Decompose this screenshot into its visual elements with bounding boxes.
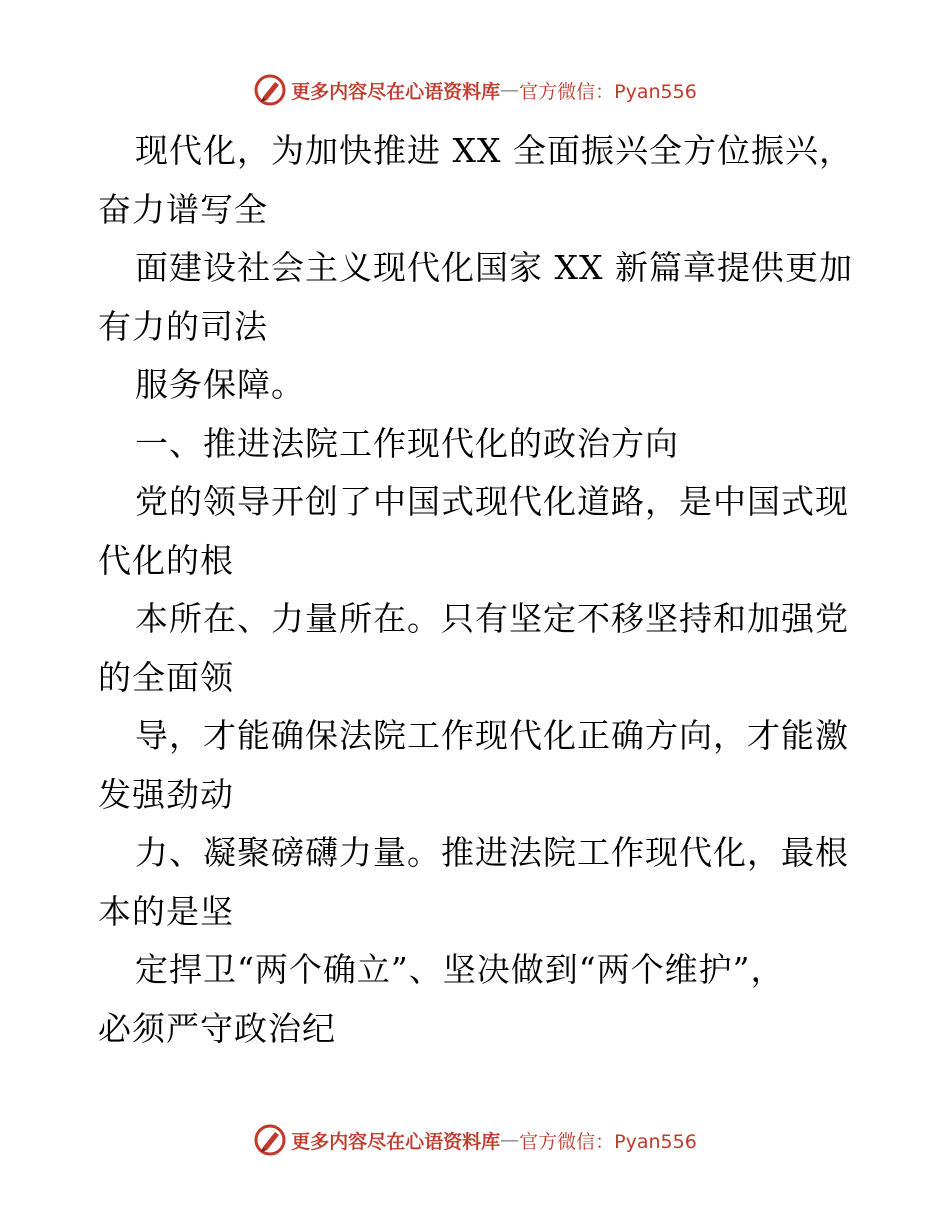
text-line: 的全面领 xyxy=(98,657,234,697)
text-line: 有力的司法 xyxy=(98,306,268,346)
text-line: 必须严守政治纪 xyxy=(98,1008,336,1048)
text-line: 服务保障。 xyxy=(135,365,305,404)
text-line: 导，才能确保法院工作现代化正确方向，才能激 xyxy=(135,716,849,755)
section-heading: 一、推进法院工作现代化的政治方向 xyxy=(135,423,679,463)
text-line: 本的是坚 xyxy=(98,891,234,931)
watermark-separator: — xyxy=(500,1129,520,1151)
watermark-footer xyxy=(0,1120,950,1160)
watermark-header xyxy=(0,70,950,110)
text-line: 代化的根 xyxy=(98,540,234,580)
document-body xyxy=(98,122,858,1058)
text-line: 定捍卫“两个确立”、坚决做到“两个维护”， xyxy=(135,950,785,989)
text-line: 党的领导开创了中国式现代化道路，是中国式现 xyxy=(135,482,849,521)
pen-logo-icon xyxy=(253,1123,287,1157)
text-line: 本所在、力量所在。只有坚定不移坚持和加强党 xyxy=(135,599,849,638)
text-line: 奋力谱写全 xyxy=(98,189,268,229)
text-line: 力、凝聚磅礴力量。推进法院工作现代化，最根 xyxy=(135,833,849,872)
watermark-contact: 官方微信：Pyan556 xyxy=(519,1130,697,1153)
watermark-text: 更多内容尽在心语资料库 xyxy=(291,80,501,103)
text-line: 现代化，为加快推进 XX 全面振兴全方位振兴， xyxy=(135,131,853,170)
watermark-text: 更多内容尽在心语资料库 xyxy=(291,1130,501,1153)
text-line: 面建设社会主义现代化国家 XX 新篇章提供更加 xyxy=(135,248,853,287)
pen-logo-icon xyxy=(253,73,287,107)
text-line: 发强劲动 xyxy=(98,774,234,814)
watermark-separator: — xyxy=(500,79,520,101)
watermark-contact: 官方微信：Pyan556 xyxy=(519,80,697,103)
